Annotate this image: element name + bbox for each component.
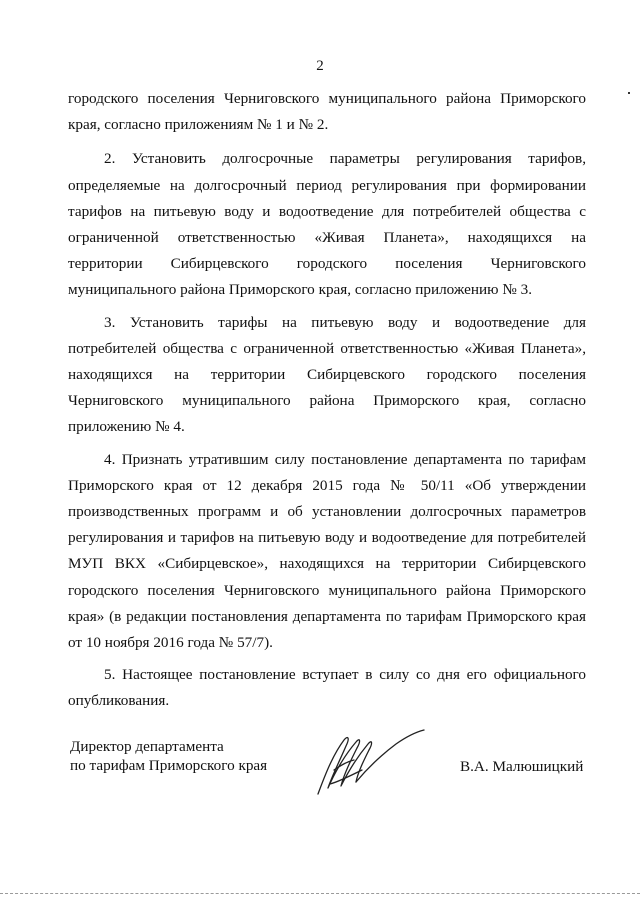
signer-title-line2: по тарифам Приморского края [70,756,268,774]
signer-name: В.А. Малюшицкий [460,758,584,775]
paragraph-continuation: городского поселения Черниговского муниципального района Приморского края, согласно приложениям № 1 и № 2. [68,90,586,134]
paragraph-4: 4. Признать утратившим силу постановление департамента по тарифам Приморского края от 12 декабря 2015 года № 50/11 «Об утверждении производственных программ и об установлении долгосрочных параметров регулирования и тарифов на питьевую воду и водоотведение для потребителей МУП ВКХ «Сибирцевское», находящихся на территории Сибирцевского городского поселения Черниговского муниципального района Приморского края» (в редакции постановления департамента по тарифам Приморского края от 10 ноября 2016 года № 57/7). [68,450,586,652]
handwritten-signature [310,726,430,798]
page-number: 2 [316,58,324,74]
document-body [68,86,586,715]
paragraph-3: 3. Установить тарифы на питьевую воду и водоотведение для потребителей общества с ограниченной ответственностью «Живая Планета», находящихся на территории Сибирцевского городского поселения Черниговского муниципального района Приморского края, согласно приложению № 4. [68,313,586,436]
scan-speck [628,92,630,94]
signer-title-line1: Директор департамента [70,738,224,755]
paragraph-2: 2. Установить долгосрочные параметры регулирования тарифов, определяемые на долгосрочный период регулирования при формировании тарифов на питьевую воду и водоотведение для потребителей общества с ограниченной ответственностью «Живая Планета», находящихся на территории Сибирцевского городского поселения Черниговского муниципального района Приморского края, согласно приложению № 3. [68,150,586,299]
signer-title [70,738,267,775]
page-bottom-edge [0,893,640,894]
signature-block [70,738,590,808]
paragraph-5: 5. Настоящее постановление вступает в силу со дня его официального опубликования. [68,666,586,710]
